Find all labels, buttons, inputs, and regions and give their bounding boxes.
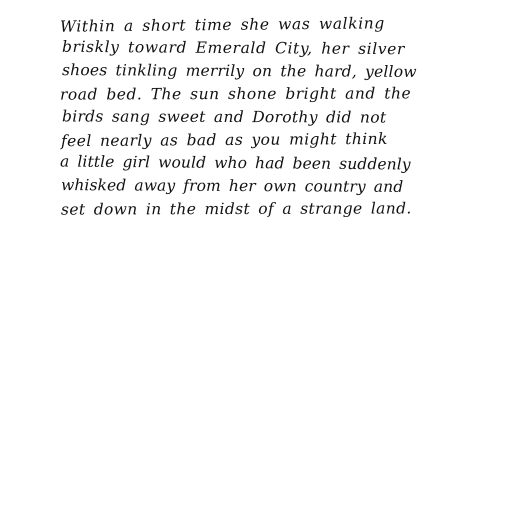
handwritten-line-3: shoes tinkling merrily on the hard, yellow [61,61,417,81]
handwritten-line-6: feel nearly as bad as you might think [60,129,388,151]
handwritten-line-8: whisked away from her own country and [60,176,404,196]
handwritten-line-5: birds sang sweet and Dorothy did not [61,107,387,127]
handwritten-line-7: a little girl would who had been suddenly [59,152,411,174]
handwritten-line-2: briskly toward Emerald City, her silver [61,37,406,59]
handwritten-line-1: Within a short time she was walking [59,14,385,36]
handwritten-line-9: set down in the midst of a strange land. [60,199,412,219]
handwritten-line-4: road bed. The sun shone bright and the [59,84,412,104]
